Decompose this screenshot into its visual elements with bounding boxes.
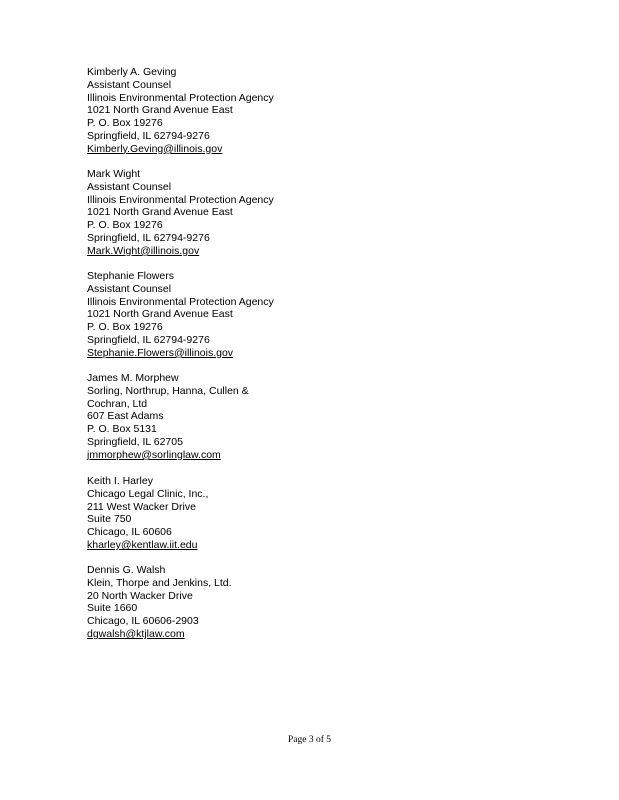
contact-suite: Suite 750 bbox=[87, 513, 132, 526]
contact-title: Assistant Counsel bbox=[87, 78, 172, 91]
contact-street: 211 West Wacker Drive bbox=[87, 500, 196, 513]
contact-organization: Chicago Legal Clinic, Inc., bbox=[87, 487, 209, 500]
contact-city-state-zip: Chicago, IL 60606-2903 bbox=[87, 615, 199, 628]
contact-street: 20 North Wacker Drive bbox=[87, 589, 193, 602]
contact-email-link[interactable]: kharley@kentlaw.iit.edu bbox=[87, 538, 198, 551]
contact-block bbox=[87, 270, 387, 360]
contact-city-state-zip: Springfield, IL 62794-9276 bbox=[87, 129, 210, 142]
contact-po-box: P. O. Box 19276 bbox=[87, 117, 163, 130]
page-number-footer: Page 3 of 5 bbox=[287, 735, 331, 745]
contact-street: 1021 North Grand Avenue East bbox=[87, 206, 233, 219]
contact-city-state-zip: Chicago, IL 60606 bbox=[87, 526, 172, 539]
contact-organization: Illinois Environmental Protection Agency bbox=[87, 295, 274, 308]
contact-city-state-zip: Springfield, IL 62794-9276 bbox=[87, 333, 210, 346]
contact-email-link[interactable]: dgwalsh@ktjlaw.com bbox=[87, 627, 185, 640]
contact-email-link[interactable]: Mark.Wight@illinois.gov bbox=[87, 244, 200, 257]
contact-title: Assistant Counsel bbox=[87, 282, 172, 295]
contact-firm-name: Sorling, Northrup, Hanna, Cullen & bbox=[87, 384, 249, 397]
contact-name: Mark Wight bbox=[87, 168, 141, 180]
contact-po-box: P. O. Box 5131 bbox=[87, 423, 157, 436]
contact-street: 1021 North Grand Avenue East bbox=[87, 104, 233, 117]
contact-block bbox=[87, 66, 387, 156]
contact-email-link[interactable]: Kimberly.Geving@illinois.gov bbox=[87, 142, 223, 155]
contact-name: Stephanie Flowers bbox=[87, 270, 174, 282]
contact-suite: Suite 1660 bbox=[87, 602, 138, 615]
contact-block bbox=[87, 564, 387, 641]
contact-firm-name-continued: Cochran, Ltd bbox=[87, 397, 148, 410]
contact-block bbox=[87, 372, 387, 462]
contact-email-link[interactable]: Stephanie.Flowers@illinois.gov bbox=[87, 346, 234, 359]
contact-email-link[interactable]: jmmorphew@sorlinglaw.com bbox=[87, 448, 221, 461]
contact-city-state-zip: Springfield, IL 62794-9276 bbox=[87, 231, 210, 244]
contact-po-box: P. O. Box 19276 bbox=[87, 219, 163, 232]
contact-city-state-zip: Springfield, IL 62705 bbox=[87, 435, 183, 448]
contact-title: Assistant Counsel bbox=[87, 180, 172, 193]
contact-name: James M. Morphew bbox=[87, 372, 179, 384]
contact-street: 1021 North Grand Avenue East bbox=[87, 308, 233, 321]
contact-name: Kimberly A. Geving bbox=[87, 66, 177, 78]
contact-organization: Illinois Environmental Protection Agency bbox=[87, 91, 274, 104]
contact-block bbox=[87, 168, 387, 258]
contact-name: Dennis G. Walsh bbox=[87, 564, 166, 576]
contact-firm-name: Klein, Thorpe and Jenkins, Ltd. bbox=[87, 576, 232, 589]
contact-street: 607 East Adams bbox=[87, 410, 164, 423]
contact-block bbox=[87, 475, 387, 552]
contact-name: Keith I. Harley bbox=[87, 475, 153, 487]
contact-po-box: P. O. Box 19276 bbox=[87, 321, 163, 334]
contact-organization: Illinois Environmental Protection Agency bbox=[87, 193, 274, 206]
